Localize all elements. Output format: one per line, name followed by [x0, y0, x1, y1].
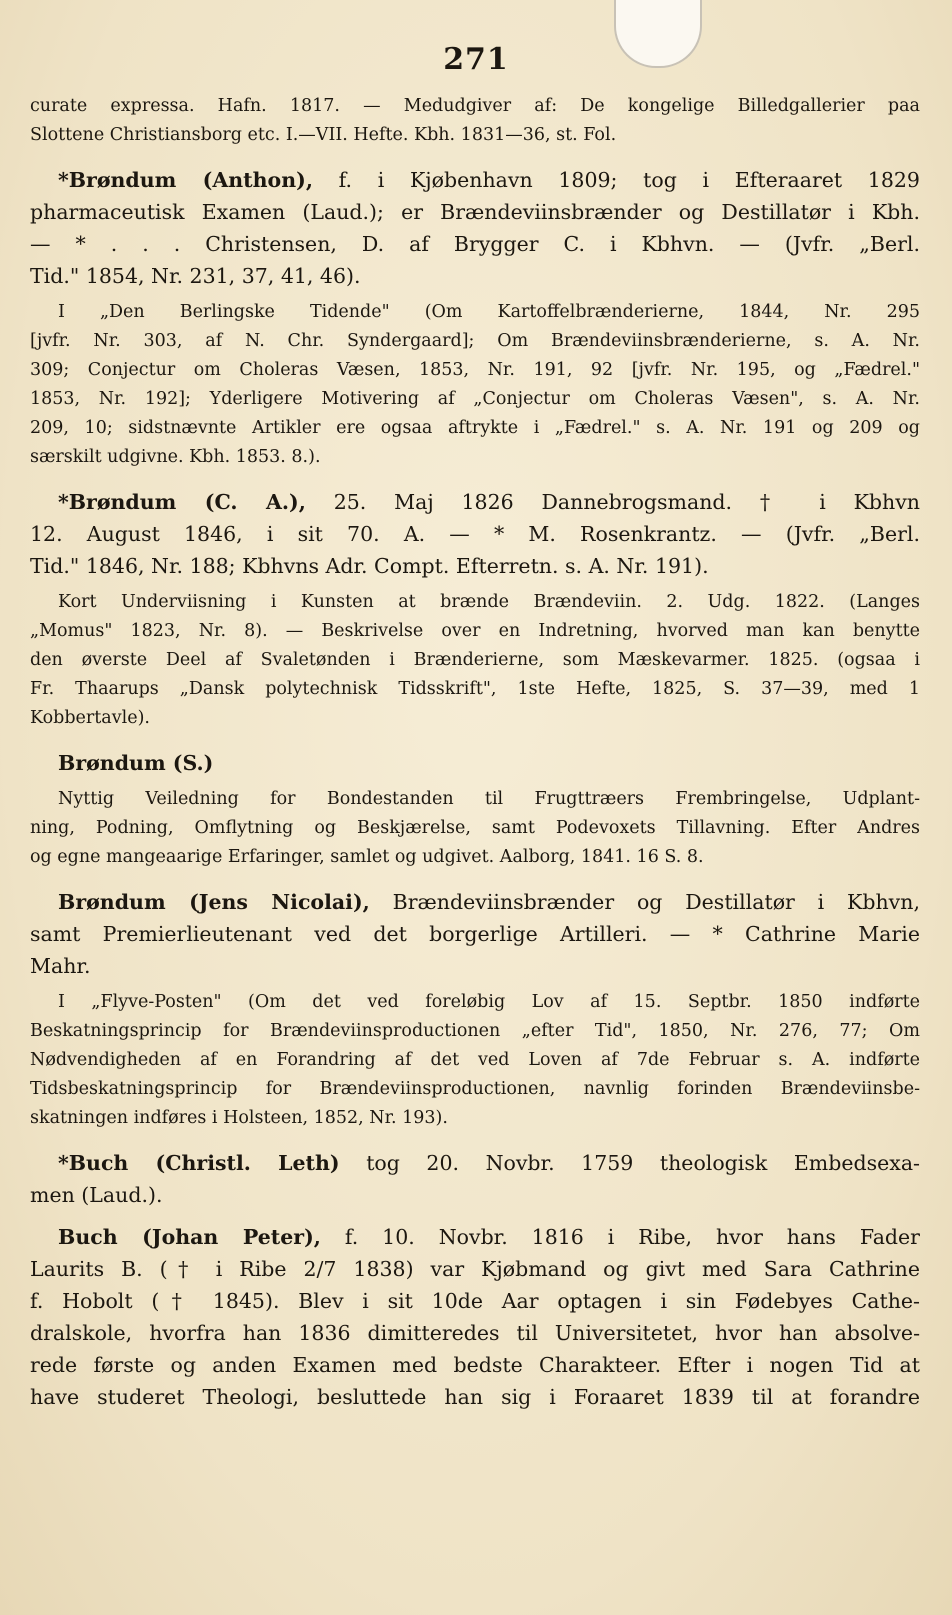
text-line: have studeret Theologi, besluttede han sig i Foraaret 1839 til at forandre: [30, 1385, 920, 1409]
text-line: I „Den Berlingske Tidende" (Om Kartoffelbrænderierne, 1844, Nr. 295: [58, 302, 920, 322]
text-line: den øverste Deel af Svaletønden i Brænderierne, som Mæskevarmer. 1825. (ogsaa i: [30, 650, 920, 670]
page-body: [30, 92, 920, 1413]
text-line: Fr. Thaarups „Dansk polytechnisk Tidsskrift", 1ste Hefte, 1825, S. 37—39, med 1: [30, 679, 920, 699]
text-line: ning, Podning, Omflytning og Beskjærelse, samt Podevoxets Tillavning. Efter Andres: [30, 818, 920, 838]
text-line: rede første og anden Examen med bedste Charakteer. Efter i nogen Tid at: [30, 1353, 920, 1377]
entry-text: Brændeviinsbrænder og Destillatør i Kbhvn,: [392, 890, 920, 914]
entry-name: *Brøndum (C. A.),: [58, 490, 306, 514]
text-line: særskilt udgivne. Kbh. 1853. 8.).: [30, 447, 321, 467]
entry-name: *Buch (Christl. Leth): [58, 1151, 340, 1175]
page-number: 271: [443, 42, 509, 77]
text-line: og egne mangeaarige Erfaringer, samlet og udgivet. Aalborg, 1841. 16 S. 8.: [30, 847, 704, 867]
entry-name: *Brøndum (Anthon),: [58, 168, 313, 192]
entry-heading-line: [30, 486, 920, 518]
text-line: 1853, Nr. 192]; Yderligere Motivering af „Conjectur om Choleras Væsen", s. A. Nr.: [30, 389, 920, 409]
entry-text: f. i Kjøbenhavn 1809; tog i Efteraaret 1829: [338, 168, 920, 192]
text-line: Laurits B. († i Ribe 2/7 1838) var Kjøbmand og givt med Sara Cathrine: [30, 1257, 920, 1281]
text-line: 309; Conjectur om Choleras Væsen, 1853, Nr. 191, 92 [jvfr. Nr. 195, og „Fædrel.": [30, 360, 920, 380]
entry-heading-line: [30, 1221, 920, 1253]
text-line: curate expressa. Hafn. 1817. — Medudgiver af: De kongelige Billedgallerier paa: [30, 96, 920, 116]
text-line: Nyttig Veiledning for Bondestanden til Frugttræers Frembringelse, Udplant-: [58, 789, 920, 809]
text-line: Mahr.: [30, 954, 91, 978]
entry-name: Brøndum (Jens Nicolai),: [58, 890, 370, 914]
text-line: Tidsbeskatningsprincip for Brændeviinsproductionen, navnlig forinden Brændeviinsbe-: [30, 1079, 920, 1099]
entry-text: tog 20. Novbr. 1759 theologisk Embedsexa-: [366, 1151, 920, 1175]
text-line: Kort Underviisning i Kunsten at brænde Brændeviin. 2. Udg. 1822. (Langes: [58, 592, 920, 612]
entry-text: 25. Maj 1826 Dannebrogsmand. † i Kbhvn: [333, 490, 920, 514]
text-line: — * . . . Christensen, D. af Brygger C. i Kbhvn. — (Jvfr. „Berl.: [30, 232, 920, 256]
text-line: samt Premierlieutenant ved det borgerlige Artilleri. — * Cathrine Marie: [30, 922, 920, 946]
text-line: men (Laud.).: [30, 1183, 163, 1207]
text-line: Nødvendigheden af en Forandring af det ved Loven af 7de Februar s. A. indførte: [30, 1050, 920, 1070]
text-line: I „Flyve-Posten" (Om det ved foreløbig Lov af 15. Septbr. 1850 indførte: [58, 992, 920, 1012]
entry-heading-line: [30, 886, 920, 918]
entry-heading-line: [30, 747, 920, 779]
entry-text: f. 10. Novbr. 1816 i Ribe, hvor hans Fader: [344, 1225, 920, 1249]
text-line: f. Hobolt († 1845). Blev i sit 10de Aar optagen i sin Fødebyes Cathe-: [30, 1289, 920, 1313]
text-line: [jvfr. Nr. 303, af N. Chr. Syndergaard]; Om Brændeviinsbrænderierne, s. A. Nr.: [30, 331, 920, 351]
text-line: Kobbertavle).: [30, 708, 150, 728]
text-line: Tid." 1846, Nr. 188; Kbhvns Adr. Compt. Efterretn. s. A. Nr. 191).: [30, 554, 709, 578]
entry-name: Brøndum (S.): [58, 751, 214, 775]
entry-name: Buch (Johan Peter),: [58, 1225, 321, 1249]
text-line: Slottene Christiansborg etc. I.—VII. Hefte. Kbh. 1831—36, st. Fol.: [30, 125, 617, 145]
entry-heading-line: [30, 164, 920, 196]
text-line: „Momus" 1823, Nr. 8). — Beskrivelse over en Indretning, hvorved man kan benytte: [30, 621, 920, 641]
text-line: dralskole, hvorfra han 1836 dimitteredes til Universitetet, hvor han absolve-: [30, 1321, 920, 1345]
text-line: Tid." 1854, Nr. 231, 37, 41, 46).: [30, 264, 361, 288]
text-line: skatningen indføres i Holsteen, 1852, Nr. 193).: [30, 1108, 448, 1128]
text-line: 12. August 1846, i sit 70. A. — * M. Rosenkrantz. — (Jvfr. „Berl.: [30, 522, 920, 546]
text-line: pharmaceutisk Examen (Laud.); er Brændeviinsbrænder og Destillatør i Kbh.: [30, 200, 920, 224]
entry-heading-line: [30, 1147, 920, 1179]
text-line: Beskatningsprincip for Brændeviinsproductionen „efter Tid", 1850, Nr. 276, 77; Om: [30, 1021, 920, 1041]
text-line: 209, 10; sidstnævnte Artikler ere ogsaa aftrykte i „Fædrel." s. A. Nr. 191 og 209 og: [30, 418, 920, 438]
